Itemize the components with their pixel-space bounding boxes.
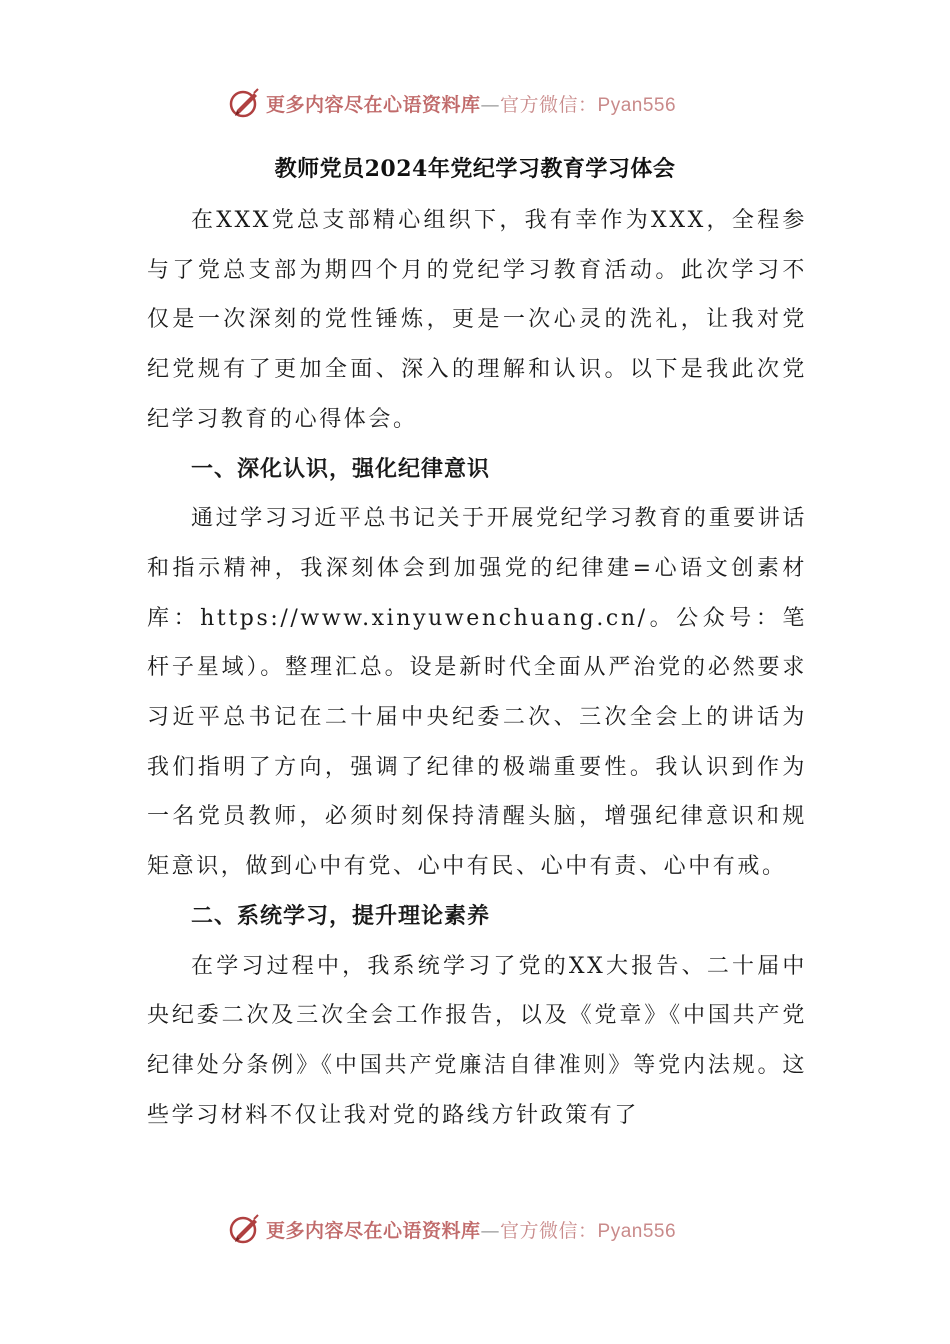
pen-logo-icon (228, 86, 262, 120)
watermark-label: 官方微信： (500, 1219, 598, 1242)
section-1-paragraph: 通过学习习近平总书记关于开展党纪学习教育的重要讲话和指示精神，我深刻体会到加强党的纪律建=心语文创素材库：https://www.xinyuwenchuang.cn/。公众号：笔杆子星域）。整理汇总。设是新时代全面从严治党的必然要求习近平总书记在二十届中央纪委二次、三次全会上的讲话为我们指明了方向，强调了纪律的极端重要性。我认识到作为一名党员教师，必须时刻保持清醒头脑，增强纪律意识和规矩意识，做到心中有党、心中有民、心中有责、心中有戒。 (147, 506, 807, 880)
watermark-main: 更多内容尽在心语资料库 (266, 1219, 481, 1242)
watermark-text (266, 1216, 676, 1243)
watermark-separator: — (480, 1219, 501, 1242)
section-1-heading: 一、深化认识，强化纪律意识 (191, 455, 491, 482)
document-body (147, 196, 807, 1140)
watermark-footer (228, 1212, 728, 1246)
watermark-text (266, 90, 676, 117)
page-title: 教师党员2024年党纪学习教育学习体会 (274, 156, 676, 182)
watermark-main: 更多内容尽在心语资料库 (266, 93, 481, 116)
intro-paragraph: 在XXX党总支部精心组织下，我有幸作为XXX，全程参与了党总支部为期四个月的党纪学习教育活动。此次学习不仅是一次深刻的党性锤炼，更是一次心灵的洗礼，让我对党纪党规有了更加全面、深入的理解和认识。以下是我此次党纪学习教育的心得体会。 (147, 208, 807, 432)
watermark-header (228, 86, 728, 120)
watermark-separator: — (480, 93, 501, 116)
pen-logo-icon (228, 1212, 262, 1246)
section-2-heading: 二、系统学习，提升理论素养 (191, 902, 491, 929)
watermark-id: Pyan556 (597, 1220, 677, 1242)
section-2-paragraph: 在学习过程中，我系统学习了党的XX大报告、二十届中央纪委二次及三次全会工作报告，以及《党章》《中国共产党纪律处分条例》《中国共产党廉洁自律准则》等党内法规。这些学习材料不仅让我对党的路线方针政策有了 (147, 953, 807, 1128)
watermark-id: Pyan556 (597, 94, 677, 116)
watermark-label: 官方微信： (500, 93, 598, 116)
